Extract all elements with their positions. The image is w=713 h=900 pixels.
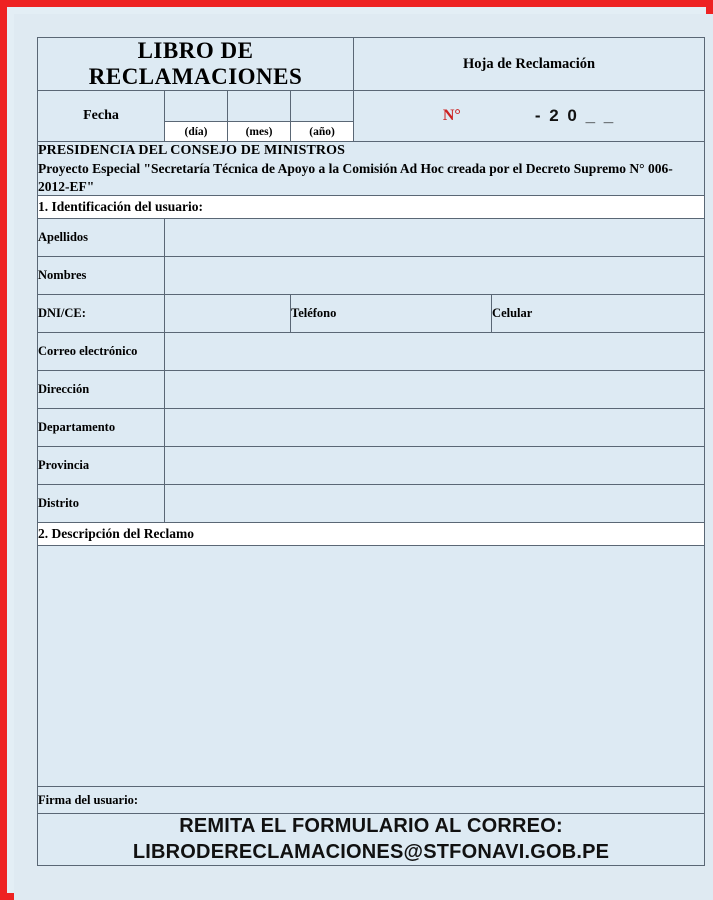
- field-row-direccion: [38, 371, 705, 409]
- section2-heading-row: [38, 523, 705, 546]
- label-firma-usuario[interactable]: Firma del usuario:: [38, 787, 705, 814]
- footer-line-2: LIBRODERECLAMACIONES@STFONAVI.GOB.PE: [132, 840, 610, 863]
- footer-line-1: REMITA EL FORMULARIO AL CORREO:: [179, 815, 563, 838]
- input-provincia[interactable]: [165, 447, 705, 485]
- label-direccion: Dirección: [38, 371, 165, 409]
- label-provincia: Provincia: [38, 447, 165, 485]
- input-apellidos[interactable]: [165, 219, 705, 257]
- description-row: [38, 546, 705, 787]
- date-day-input[interactable]: [165, 91, 228, 122]
- label-apellidos: Apellidos: [38, 219, 165, 257]
- document-paper: [14, 14, 713, 900]
- institution-line-2: Proyecto Especial "Secretaría Técnica de Apoyo a la Comisión Ad Hoc creada por el Decreto Supremo N° 006-2012-EF": [38, 161, 673, 194]
- sheet-label: Hoja de Reclamación: [354, 38, 705, 91]
- label-telefono[interactable]: Teléfono: [291, 295, 492, 333]
- input-direccion[interactable]: [165, 371, 705, 409]
- footer-mail-block: [38, 814, 705, 866]
- field-row-correo: [38, 333, 705, 371]
- date-label: Fecha: [38, 91, 165, 142]
- date-year-input[interactable]: [291, 91, 354, 122]
- form-title-row: [38, 38, 705, 91]
- date-year-tag: (año): [291, 122, 354, 142]
- label-nombres: Nombres: [38, 257, 165, 295]
- institution-block: [38, 142, 705, 196]
- field-row-apellidos: [38, 219, 705, 257]
- label-correo-electronico: Correo electrónico: [38, 333, 165, 371]
- input-departamento[interactable]: [165, 409, 705, 447]
- field-row-identity: [38, 295, 705, 333]
- input-nombres[interactable]: [165, 257, 705, 295]
- institution-row: [38, 142, 705, 196]
- page-title: LIBRO DE RECLAMACIONES: [38, 38, 354, 91]
- section1-heading-row: [38, 196, 705, 219]
- signature-row: [38, 787, 705, 814]
- complaint-form-table: [37, 37, 705, 866]
- section-2-heading: 2. Descripción del Reclamo: [38, 523, 705, 546]
- footer-row: [38, 814, 705, 866]
- number-symbol: N°: [442, 107, 461, 124]
- input-dni[interactable]: [165, 295, 291, 333]
- date-day-tag: (día): [165, 122, 228, 142]
- input-correo-electronico[interactable]: [165, 333, 705, 371]
- field-row-provincia: [38, 447, 705, 485]
- label-dni: DNI/CE:: [38, 295, 165, 333]
- field-row-distrito: [38, 485, 705, 523]
- label-departamento: Departamento: [38, 409, 165, 447]
- date-month-tag: (mes): [228, 122, 291, 142]
- section-1-heading: 1. Identificación del usuario:: [38, 196, 705, 219]
- field-row-departamento: [38, 409, 705, 447]
- input-descripcion-reclamo[interactable]: [38, 546, 705, 787]
- year-placeholder: - 2 0 _ _: [534, 106, 616, 125]
- label-celular[interactable]: Celular: [492, 295, 705, 333]
- complaint-number-cell[interactable]: [354, 91, 705, 142]
- field-row-nombres: [38, 257, 705, 295]
- label-distrito: Distrito: [38, 485, 165, 523]
- input-distrito[interactable]: [165, 485, 705, 523]
- date-number-row: [38, 91, 705, 122]
- institution-line-1: PRESIDENCIA DEL CONSEJO DE MINISTROS: [38, 143, 346, 158]
- date-month-input[interactable]: [228, 91, 291, 122]
